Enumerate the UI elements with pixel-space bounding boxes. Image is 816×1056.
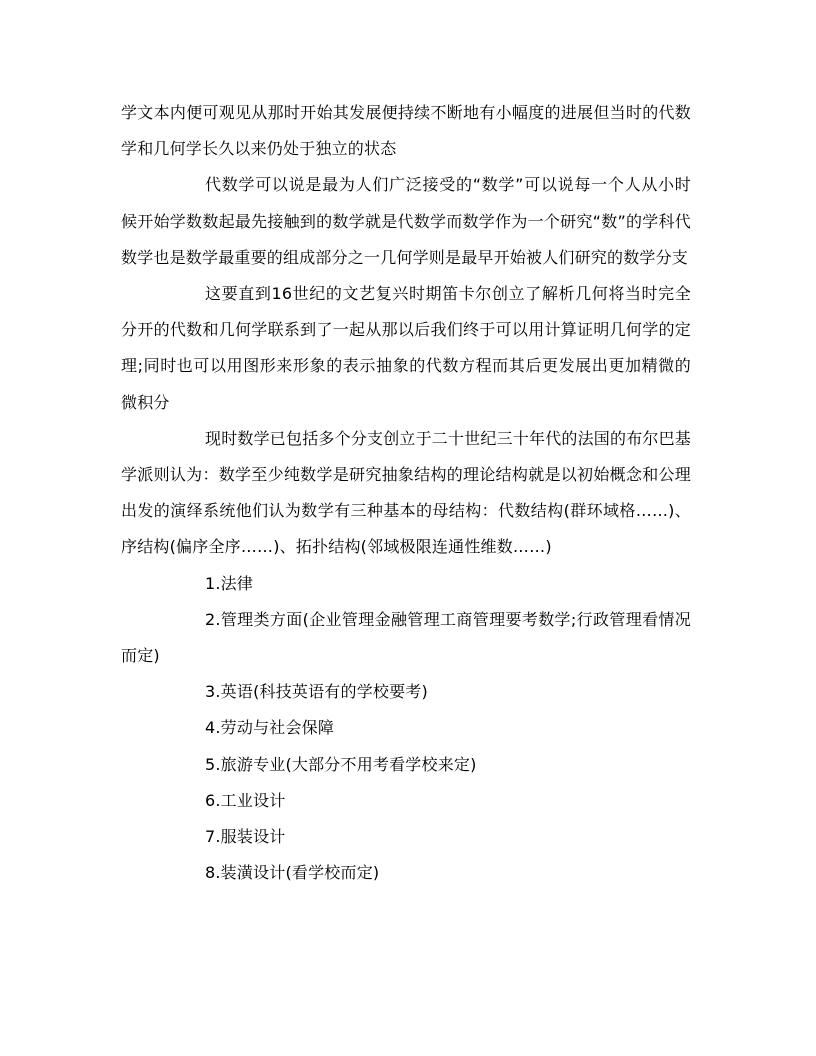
list-item: 8.装潢设计(看学校而定) [205, 863, 380, 883]
paragraph-algebra: 代数学可以说是最为人们广泛接受的“数学”可以说每一个人从小时候开始学数数起最先接触到的数学就是代数学而数学作为一个研究“数”的学科代数学也是数学最重要的组成部分之一几何学则是最早开始被人们研究的数学分支 [121, 175, 691, 267]
list-item: 4.劳动与社会保障 [205, 718, 335, 738]
major-list [121, 566, 691, 892]
list-item: 2.管理类方面(企业管理金融管理工商管理要考数学;行政管理看情况而定) [121, 609, 691, 666]
paragraph-continuation: 学文本内便可观见从那时开始其发展便持续不断地有小幅度的进展但当时的代数学和几何学长久以来仍处于独立的状态 [121, 103, 691, 159]
list-item: 5.旅游专业(大部分不用考看学校来定) [205, 754, 477, 774]
document-body [121, 95, 691, 891]
list-item: 6.工业设计 [205, 790, 286, 810]
list-item: 7.服装设计 [205, 827, 286, 847]
list-item: 1.法律 [205, 573, 254, 593]
paragraph-analytic-geometry: 这要直到16世纪的文艺复兴时期笛卡尔创立了解析几何将当时完全分开的代数和几何学联系到了一起从那以后我们终于可以用计算证明几何学的定理;同时也可以用图形来形象的表示抽象的代数方程而其后更发展出更加精微的微积分 [121, 284, 691, 412]
list-item: 3.英语(科技英语有的学校要考) [205, 682, 428, 702]
paragraph-bourbaki: 现时数学已包括多个分支创立于二十世纪三十年代的法国的布尔巴基学派则认为：数学至少纯数学是研究抽象结构的理论结构就是以初始概念和公理出发的演绎系统他们认为数学有三种基本的母结构：代数结构(群环域格……)、序结构(偏序全序……)、拓扑结构(邻域极限连通性维数……) [121, 428, 692, 557]
